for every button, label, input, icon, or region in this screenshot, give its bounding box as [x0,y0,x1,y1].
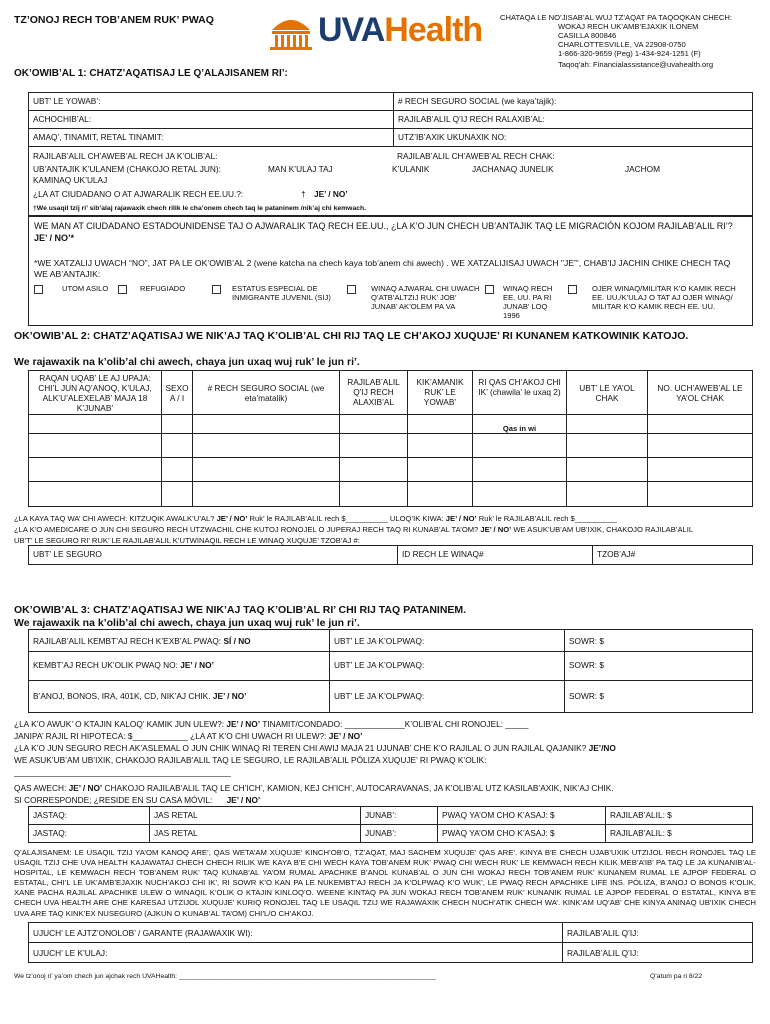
member-id-field[interactable]: ID RECH LE WINAQ# [397,545,593,565]
employment-status-label-2: KAMINAQ UK’ULAJ [33,175,108,185]
alimony-amount[interactable]: Ruk’ le RAJILAB’ALIL rech $__________ [478,514,618,523]
ssn-field[interactable]: # RECH SEGURO SOCIAL (we kaya’tajik): [393,92,753,111]
policy-line[interactable]: _______________________________________________ [14,767,231,777]
life-insurance-question [14,743,766,753]
footer-staff-line: We tz’onoj ri’ ya’om chech jun ajchak rech UVAHealth: ____________________________________________________________________ [14,973,437,980]
vehicle-value-field[interactable]: RAJILAB’ALIL: $ [605,824,753,843]
non-citizen-yes-no[interactable]: JE’ / NO’* [34,233,75,243]
home-phone-field[interactable]: RAJILAB’ALIL CH’AWEB’AL RECH JA K’OLIB’AL: [33,151,218,161]
bank-name-field[interactable]: UBT’ LE JA K’OLPWAQ: [329,629,565,652]
property-text: ¿LA K’O AWUK’ O KTAJIN KALOQ’ KAMIK JUN ULEW?: [14,719,225,729]
col-household-member: RAQAN UQAB’ LE AJ UPAJA: CHI’L JUN AQ’ANOQ, K’ULAJ, ALK’U’ALEXELAB’ MAJA 18 K’JUNAB’ [28,370,162,415]
address-line: CASILLA 800846 [558,31,617,40]
mailing-address [500,13,762,69]
status-label: REFUGIADO [140,284,186,293]
vehicle-year-field[interactable]: JUNAB’: [360,806,438,825]
spouse-signature-field[interactable]: UJUCH’ LE K’ULAJ: [28,942,563,963]
alimony-text: Ruk’ le RAJILAB’ALIL rech $__________ ULOQ’IK KIWA: [249,514,444,523]
immigration-note: *WE XATZALIJ UWACH “NO”, JAT PA LE OK’OWIB’AL 2 (wene katcha na chech kaya tob’anem chi awech) . WE XATZALIJISAJ UWACH "JE”’, CHAB’IJ JACHIN CHIKE CHECH TAQ WE AB’ANTAJIK: [34,258,731,279]
table-row[interactable] [28,481,753,507]
property-county-field[interactable]: TINAMIT/CONDADO: _____________K’OLIB’AL CHI RONOJEL: _____ [262,719,529,729]
child-support-question [14,514,764,523]
guarantor-signature-field[interactable]: UJUCH’ LE AJTZ’ONOLOB’ / GARANTE (RAJAWAXIK WI): [28,922,563,943]
footer-revision: Q’atum pa ri 8/22 [650,973,703,980]
life-insurance-text: ¿LA K’O JUN SEGURO RECH AK’ASLEMAL O JUN CHIK WINAQ RI TEREN CHI AWIJ MAJA 21 UJUNAB’ CHE K’O RAJILAL O JUN RAJILAL QAJANIK? [14,743,587,753]
vehicle-label: QAS AWECH: [14,783,67,793]
mobile-home-question [14,795,260,805]
vehicle-value-field[interactable]: RAJILAB’ALIL: $ [605,806,753,825]
citizenship-yes-no[interactable]: JE’ / NO’ [314,189,348,199]
table-row[interactable] [28,457,753,482]
mobile-home-yes-no[interactable]: JE’ / NO’ [226,795,261,805]
vehicle-make-field[interactable]: JASTAQ: [28,806,150,825]
mortgage-question [14,731,362,741]
vehicle-model-field[interactable]: JAS RETAL [149,824,361,843]
checking-account-label: RAJILAB’ALIL KEMBT’AJ RECH K’EXB’AL PWAQ: [33,636,222,646]
spouse-date-field[interactable]: RAJILAB’ALIL Q’IJ: [562,942,753,963]
vehicle-yes-no[interactable]: JE’ / NO’ [68,783,103,793]
checkbox-icon[interactable] [34,285,43,294]
uva-health-logo [268,8,490,52]
address-line: WOKAJ RECH UK’AMB’EJAXIK ILONEM [558,22,699,31]
dagger-mark: † [301,189,306,199]
group-number-field[interactable]: TZOB’AJ# [592,545,753,565]
savings-yes-no[interactable]: JE’ / NO’ [180,660,214,670]
vehicle-owed-field[interactable]: PWAQ YA’OM CHO K’ASAJ: $ [437,806,606,825]
section2-subtitle: We rajawaxik na k’olib’al chi awech, chaya jun uxaq wuj ruk’ le jun ri’. [14,356,360,368]
balance-field[interactable]: SOWR: $ [564,651,753,681]
checkbox-icon[interactable] [485,285,494,294]
insurance-name-field[interactable]: UBT’ LE SEGURO [28,545,398,565]
checkbox-icon[interactable] [568,285,577,294]
address-line: 1-866-320-9659 (Peg) 1-434-924-1251 (F) [558,49,701,58]
child-support-yes-no[interactable]: JE’ / NO’ [216,514,248,523]
status-label: WINAQ AJWARAL CHI UWACH Q’ATB’ALTZIJ RUK’ JOB’ JUNAB’ AK’OLEM PA VA [371,284,480,311]
address-line: CHATAQA LE NO’JISAB’AL WUJ TZ’AQAT PA TAQOQKAN CHECH: [500,13,732,22]
investments-label: B’ANOJ, BONOS, IRA, 401K, CD, NIK’AJ CHIK. [33,691,211,701]
insurance-instruction: UB’T’ LE SEGURO RI’ RUK’ LE RAJILAB’ALIL K’UTWINAQIL RECH LE WINAQ XUQUJE’ TZOB’AJ #: [14,536,360,545]
checking-account-field[interactable] [28,629,330,652]
citizenship-question: ¿LA AT CIUDADANO O AT AJWARALIK RECH EE.UU.?: [33,189,244,199]
table-row[interactable] [28,414,753,434]
balance-field[interactable]: SOWR: $ [564,680,753,713]
citizenship-note: †We usaqil tzij ri’ sib’alaj rajawaxik chech rilik le cha’onem chech taq le pataninem /nik’aj chi kemwach. [33,205,367,212]
col-sex: SEXO A / I [161,370,193,415]
medicare-text: ¿LA K’O AMEDICARE O JUN CHI SEGURO RECH UTZWACHIL CHE KUTOJ RONOJEL O JUPERAJ RECH TAQ RI KUNAB’AL TA’OM? [14,525,479,534]
medicare-yes-no[interactable]: JE’ / NO’ [480,525,512,534]
medicare-question [14,525,766,534]
employment-status-label: UB’ANTAJIK K’ULANEM (CHAKOJO RETAL JUN): [33,164,221,174]
attestation-statement: Q’ALAJISANEM: LE USAQIL TZIJ YA’OM KANOQ ARE’, QAS WETA’AM XUQUJE’ KINCH’OB’O, TZ’AQAT, MAJ SACHEM XUQUJE’ QAS ARE’. KINYA B’E CHECH UJAB’UXIK UTZIJOL RECH RONOJEL TAQ LE USAQIL TZIJ CHE UVA HEALTH KAJAWATAJ CHECH CHECH RILIK WE KAYA B’E CHI WECH KAYA TOB’ANEM RUK’ PWAQ CHI WECH RUK’ LE KEMWACH RECH KILIK MEB’A’IB’ PA TAQ LE JA KUNANIB’AL-HOSPITAL, LE KEMWACH RECH TOB’ANEM RUK’ TAQ KUNAB’AL YA’OM RUMAL APACHIKE B’ANOL KUNAB’AL O JUN CHI WOKAJ RECH TOB’ANEM RUK’ KUNANEM RUMAL LE AJPOP FEDERAL O ESTATAL, CHI’L LE UK’AMB’EJAXIK NUCH’AKOJ CHI IK’, RI SOWR K’O KAN PA LE NUKEMBT’AJ RECH JA K’OLPWAQ K’O WUK’, LE PWAQ RECH APACHIKE LIFE INS. PÓLIZA, B’ANOJ O BONOS K’OLIK, XANE PACHA RAJILAL APACHIKE ULEW O WINAQIL K’OLIK O KTAJIN KINLOQ’O. WEENE KINTAQ PA JUN WOKAJ RECH TOB’ANEM RUK’ KUNANIK RUMAL LE AJPOP FEDERAL O ESTATAL, KINYA B’E CHECH UVA HEALTH ARE CHE KARESAJ UTZIJOL XUQUJE’ KURIQ RONOJEL TAQ LE USAQIL TZIJ WE RAJAWAXIK CHECH NUCH’ATIK CHECH WA’. KINK’AM UQ’AB’ CHE KINYA ANINAQ UB’IXIK CHECH UVA ARE TAQ KINK’EX NUSEGURO (AJKUN O KUNAB’AL TA’OM) CHI’L/O CH’AKOJ. [14,848,756,918]
option-employed[interactable]: K’ULANIK [392,164,430,174]
mortgage-text[interactable]: JANIPA’ RAJIL RI HIPOTECA: $____________ ¿LA AT K’O CHI UWACH RI ULEW?: [14,731,327,741]
work-phone-field[interactable]: RAJILAB’ALIL CH’AWEB’AL RECH CHAK: [397,151,555,161]
vehicle-year-field[interactable]: JUNAB’: [360,824,438,843]
vehicle-model-field[interactable]: JAS RETAL [149,806,361,825]
status-label: ESTATUS ESPECIAL DE INMIGRANTE JUVENIL (SIJ) [232,284,331,302]
status-label: OJER WINAQ/MILITAR K’O KAMIK RECH EE. UU./K’ULAJ O TAT AJ OJER WINAQ/ MILITAR K’O KAMIK RECH EE. UU. [592,284,736,311]
non-citizen-question-text: WE MAN AT CIUDADANO ESTADOUNIDENSE TAJ O AJWARALIK TAQ RECH EE.UU., ¿LA K’O JUN CHECH UB’ANTAJIK TAQ LE MIGRACIÓN KOJOM RAJILAB’ALIL RI’? [34,221,733,231]
child-support-text: ¿LA KAYA TAQ WA’ CHI AWECH: KITZUQIK AWALK’U’AL? [14,514,215,523]
dob-field[interactable]: RAJILAB’ALIL Q’IJ RECH RALAXIB’AL: [393,110,753,129]
address-line: CHARLOTTESVILLE, VA 22908-0750 [558,40,686,49]
investments-field[interactable] [28,680,330,713]
vehicle-text: CHAKOJO RAJILAB’ALIL TAQ LE CH’ICH’, KAMION, KEJ CH’ICH’, AUTOCARAVANAS, JA K’OLIB’AL UTZ KASILAB’AXIK, NIK’AJ CHIK. [104,783,614,793]
rotunda-icon [268,8,314,50]
section3-title: OK’OWIB’AL 3: CHATZ’AQATISAJ WE NIK’AJ TAQ K’OLIB’AL RI’ CHI RIJ TAQ PATANINEM. [14,604,467,616]
property-yes-no[interactable]: JE’ / NO’ [226,719,261,729]
investments-yes-no[interactable]: JE’ / NO’ [212,691,247,701]
col-monthly-income: RI QAS CH’AKOJ CHI IK’ (chawila’ le uxaq 2) [472,370,567,415]
option-retired[interactable]: JACHOM [625,164,661,174]
col-ssn: # RECH SEGURO SOCIAL (we eta’matalik) [192,370,340,415]
option-part-time[interactable]: JACHANAQ JUNELIK [472,164,554,174]
policy-instruction: WE ASUK’UB’AM UB’IXIK, CHAKOJO RAJILAB’ALIL TAQ LE SEGURO, LE RAJILAB’ALIL PÓLIZA XUQUJE’ RI PWAQ K’OLIK: [14,755,487,765]
mortgage-yes-no[interactable]: JE’ / NO’ [328,731,363,741]
checkbox-icon[interactable] [212,285,221,294]
non-citizen-question [34,220,744,244]
option-unemployed[interactable]: MAN K’ULAJ TAJ [268,164,333,174]
status-option-sij[interactable] [212,284,342,302]
checking-yes-no[interactable]: SÍ / NO [223,636,251,646]
balance-field[interactable]: SOWR: $ [564,629,753,652]
col-relationship: KIK’AMANIK RUK’ LE YOWAB’ [407,370,473,415]
address-email: Taqoq’ah: Financialassistance@uvahealth.org [558,60,714,69]
logo-uva-text: UVA [318,11,385,49]
account-number-field[interactable]: UTZ’IB’AXIK UKUNAXIK NO: [393,128,753,147]
section3-subtitle: We rajawaxik na k’olib’al chi awech, chaya jun uxaq wuj ruk’ le jun ri’. [14,617,360,629]
logo-health-text: Health [384,11,483,49]
table-row[interactable] [28,433,753,458]
status-option-refugee[interactable] [118,284,208,294]
guarantor-date-field[interactable]: RAJILAB’ALIL Q’IJ: [562,922,753,943]
col-employer-phone: NO. UCH’AWEB’AL LE YA’OL CHAK [647,370,753,415]
status-label: UTOM ASILO [62,284,109,293]
checkbox-icon[interactable] [118,285,127,294]
alimony-yes-no[interactable]: JE’ / NO’ [445,514,477,523]
vehicle-make-field[interactable]: JASTAQ: [28,824,150,843]
status-option-legal-resident[interactable] [347,284,482,311]
self-label: Qas in wi [502,424,537,433]
checkbox-icon[interactable] [347,285,356,294]
status-option-us-1996[interactable] [485,284,565,320]
vehicle-question [14,783,614,793]
medicare-instruction: WE ASUK’UB’AM UB’IXIK, CHAKOJO RAJILAB’ALIL [513,525,694,534]
form-title: TZ’ONOJ RECH TOB’ANEM RUK’ PWAQ [14,14,214,26]
vehicle-owed-field[interactable]: PWAQ YA’OM CHO K’ASAJ: $ [437,824,606,843]
property-question [14,719,528,729]
savings-account-field[interactable] [28,651,330,681]
col-dob: RAJILAB’ALIL Q’IJ RECH ALAXIB’AL [339,370,408,415]
col-employer: UBT’ LE YA’OL CHAK [566,370,648,415]
life-insurance-yes-no[interactable]: JE’/NO [588,743,616,753]
savings-account-label: KEMBT’AJ RECH UK’OLIK PWAQ NO: [33,660,178,670]
section2-title: OK’OWIB’AL 2: CHATZ’AQATISAJ WE NIK’AJ TAQ K’OLIB’AL CHI RIJ TAQ LE CH’AKOJ XUQUJE’ RI KUNANEM KATKOWINIK KATOJO. [14,330,689,342]
section1-title: OK’OWIB’AL 1: CHATZ’AQATISAJ LE Q’ALAJISANEM RI’: [14,68,288,79]
status-label: WINAQ RECH EE. UU. PA RI JUNAB’ LOQ 1996 [503,284,553,320]
address-field[interactable]: ACHOCHIB’AL: [28,110,394,129]
status-option-asylum[interactable] [34,284,114,294]
status-option-veteran[interactable] [568,284,748,311]
city-state-zip-field[interactable]: AMAQ’, TINAMIT, RETAL TINAMIT: [28,128,394,147]
mobile-home-text: SI CORRESPONDE; ¿RESIDE EN SU CASA MÓVIL: [14,795,213,805]
bank-name-field[interactable]: UBT’ LE JA K’OLPWAQ: [329,680,565,713]
bank-name-field[interactable]: UBT’ LE JA K’OLPWAQ: [329,651,565,681]
patient-name-field[interactable]: UBT’ LE YOWAB’: [28,92,394,111]
